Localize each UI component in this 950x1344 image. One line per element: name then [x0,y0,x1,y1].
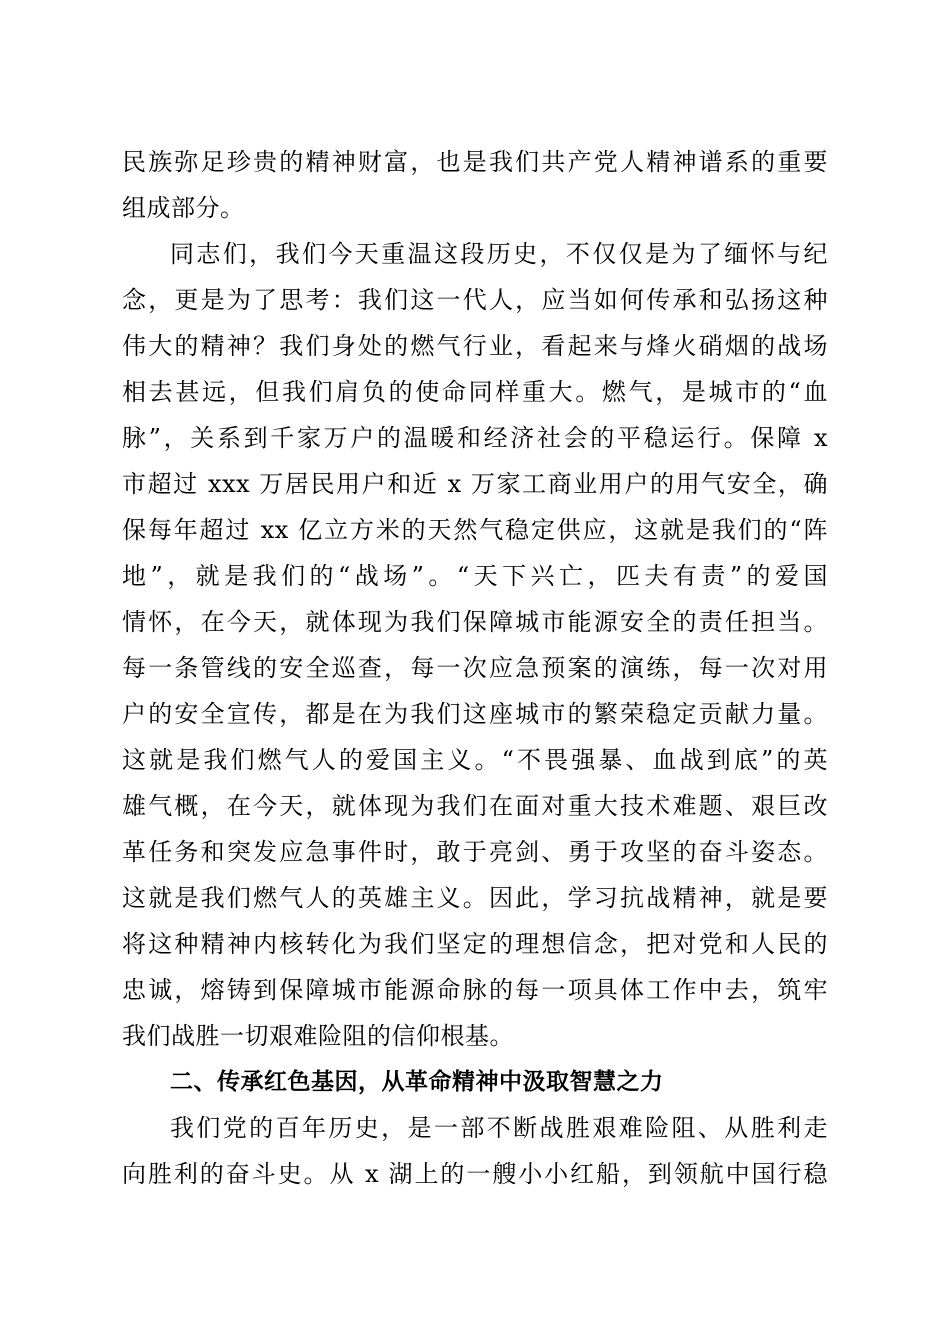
paragraph-line: 每一条管线的安全巡查，每一次应急预案的演练，每一次对用 [122,654,828,682]
paragraph-line: 伟大的精神？我们身处的燃气行业，看起来与烽火硝烟的战场 [122,332,828,360]
paragraph-line: 市超过 xxx 万居民用户和近 x 万家工商业用户的用气安全，确 [122,470,828,498]
paragraph-line: 这就是我们燃气人的英雄主义。因此，学习抗战精神，就是要 [122,884,828,912]
section-heading: 二、传承红色基因，从革命精神中汲取智慧之力 [170,1069,664,1095]
paragraph-line: 保每年超过 xx 亿立方米的天然气稳定供应，这就是我们的“阵 [122,516,828,544]
paragraph-line: 我们党的百年历史，是一部不断战胜艰难险阻、从胜利走 [170,1114,828,1142]
paragraph-line: 我们战胜一切艰难险阻的信仰根基。 [122,1022,514,1050]
paragraph-line: 户的安全宣传，都是在为我们这座城市的繁荣稳定贡献力量。 [122,700,828,728]
paragraph-line: 向胜利的奋斗史。从 x 湖上的一艘小小红船，到领航中国行稳 [122,1160,828,1188]
paragraph-line: 组成部分。 [122,194,245,222]
paragraph-line: 地”，就是我们的“战场”。“天下兴亡，匹夫有责”的爱国 [122,562,828,590]
paragraph-line: 念，更是为了思考：我们这一代人，应当如何传承和弘扬这种 [122,286,828,314]
paragraph-line: 忠诚，熔铸到保障城市能源命脉的每一项具体工作中去，筑牢 [122,976,828,1004]
paragraph-line: 相去甚远，但我们肩负的使命同样重大。燃气，是城市的“血 [122,378,828,406]
paragraph-line: 民族弥足珍贵的精神财富，也是我们共产党人精神谱系的重要 [122,148,828,176]
paragraph-line: 雄气概，在今天，就体现为我们在面对重大技术难题、艰巨改 [122,792,828,820]
paragraph-line: 革任务和突发应急事件时，敢于亮剑、勇于攻坚的奋斗姿态。 [122,838,828,866]
paragraph-line: 脉”，关系到千家万户的温暖和经济社会的平稳运行。保障 x [122,424,828,452]
paragraph-line: 同志们，我们今天重温这段历史，不仅仅是为了缅怀与纪 [170,240,828,268]
paragraph-line: 这就是我们燃气人的爱国主义。“不畏强暴、血战到底”的英 [122,746,828,774]
paragraph-line: 情怀，在今天，就体现为我们保障城市能源安全的责任担当。 [122,608,828,636]
paragraph-line: 将这种精神内核转化为我们坚定的理想信念，把对党和人民的 [122,930,828,958]
